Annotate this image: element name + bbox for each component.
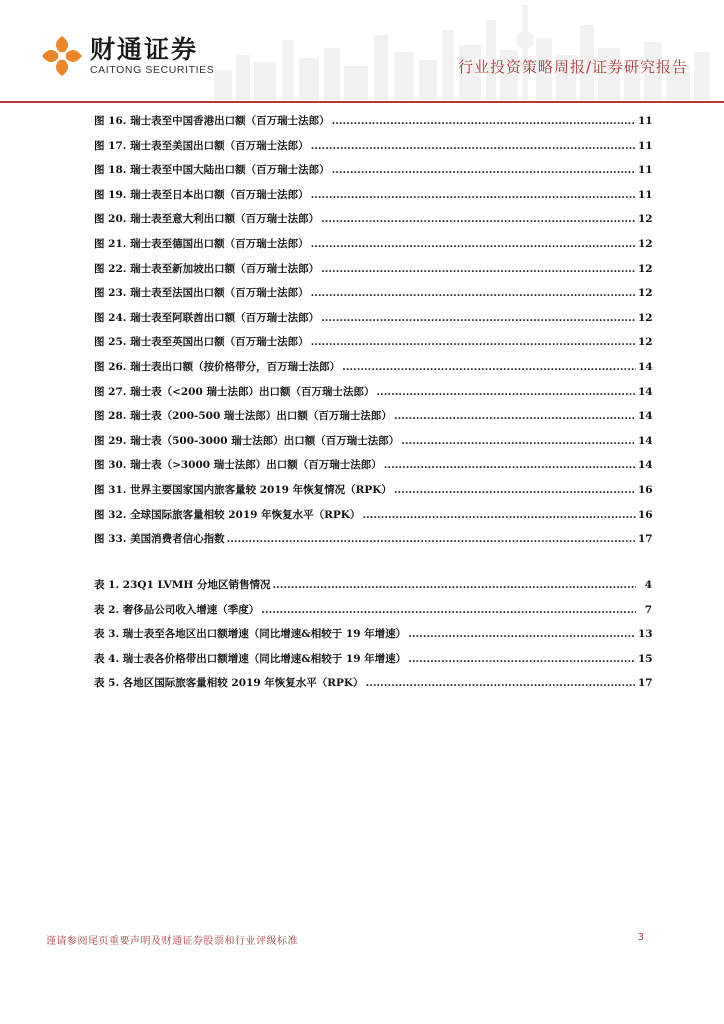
figure-entry-label: 图 19. 瑞士表至日本出口额（百万瑞士法郎） (94, 188, 309, 201)
figure-entry-page: 16 (638, 508, 653, 521)
dot-leader (311, 189, 636, 201)
figure-entry[interactable] (94, 187, 652, 212)
figure-entry-page: 11 (638, 188, 653, 201)
brand-name-cn: 财通证券 (90, 35, 199, 64)
figure-entry-page: 11 (638, 164, 653, 177)
table-entry[interactable] (94, 675, 652, 700)
table-entry-label: 表 1. 23Q1 LVMH 分地区销售情况 (94, 579, 271, 591)
figure-entry-page: 16 (638, 483, 653, 496)
dot-leader (384, 459, 636, 471)
figure-entry-label: 图 18. 瑞士表至中国大陆出口额（百万瑞士法郎） (94, 164, 330, 177)
figure-entry[interactable] (94, 531, 652, 556)
figure-entry-label: 图 32. 全球国际旅客量相较 2019 年恢复水平（RPK） (94, 508, 361, 521)
figure-entry[interactable] (94, 211, 652, 236)
figure-entry-label: 图 28. 瑞士表（200-500 瑞士法郎）出口额（百万瑞士法郎） (94, 410, 392, 423)
figure-entry-label: 图 31. 世界主要国家国内旅客量较 2019 年恢复情况（RPK） (94, 483, 392, 496)
figure-entry[interactable] (94, 408, 652, 433)
figure-entry[interactable] (94, 384, 652, 409)
dot-leader (261, 604, 636, 616)
table-entry[interactable] (94, 577, 652, 602)
figure-entry-page: 12 (638, 336, 653, 349)
figure-entry-label: 图 25. 瑞士表至英国出口额（百万瑞士法郎） (94, 336, 309, 349)
figure-entry-page: 14 (638, 459, 653, 472)
figure-entry-page: 11 (638, 115, 653, 127)
table-entry-label: 表 3. 瑞士表至各地区出口额增速（同比增速&相较于 19 年增速） (94, 628, 407, 641)
dot-leader (394, 410, 636, 422)
table-index-list (94, 577, 652, 700)
dot-leader (342, 361, 636, 373)
dot-leader (311, 336, 636, 348)
dot-leader (311, 238, 636, 250)
table-entry[interactable] (94, 626, 652, 651)
table-entry[interactable] (94, 651, 652, 676)
dot-leader (321, 312, 636, 324)
figure-entry-page: 11 (638, 139, 653, 152)
figure-entry-page: 17 (638, 533, 653, 546)
figure-entry-label: 图 30. 瑞士表（>3000 瑞士法郎）出口额（百万瑞士法郎） (94, 459, 382, 472)
figure-entry[interactable] (94, 507, 652, 532)
dot-leader (332, 115, 636, 127)
dot-leader (366, 677, 636, 689)
figure-entry-page: 14 (638, 360, 653, 373)
dot-leader (376, 386, 636, 398)
dot-leader (227, 533, 636, 545)
dot-leader (321, 213, 636, 225)
caitong-logo-icon (40, 34, 84, 78)
page-number: 3 (637, 932, 644, 943)
figure-entry-page: 12 (638, 213, 653, 226)
figure-entry[interactable] (94, 236, 652, 261)
figure-entry[interactable] (94, 162, 652, 187)
header-divider (0, 101, 724, 103)
dot-leader (332, 164, 636, 176)
dot-leader (408, 628, 636, 640)
figure-entry-page: 14 (638, 434, 653, 447)
table-entry-page: 17 (638, 677, 653, 690)
table-entry[interactable] (94, 602, 652, 627)
figure-entry-page: 14 (638, 410, 653, 423)
figure-entry[interactable] (94, 457, 652, 482)
city-skyline-watermark (204, 0, 724, 100)
dot-leader (311, 287, 636, 299)
dot-leader (408, 653, 636, 665)
figure-entry-label: 图 21. 瑞士表至德国出口额（百万瑞士法郎） (94, 237, 309, 250)
figure-entry[interactable] (94, 285, 652, 310)
figure-entry[interactable] (94, 334, 652, 359)
table-entry-label: 表 4. 瑞士表各价格带出口额增速（同比增速&相较于 19 年增速） (94, 652, 407, 665)
figure-entry[interactable] (94, 359, 652, 384)
table-entry-label: 表 2. 奢侈品公司收入增速（季度） (94, 603, 260, 616)
footer-disclaimer: 谨请参阅尾页重要声明及财通证券股票和行业评级标准 (46, 936, 298, 947)
figure-index-list (94, 113, 652, 556)
figure-entry-page: 12 (638, 237, 653, 250)
table-entry-page: 13 (638, 628, 653, 641)
dot-leader (311, 140, 636, 152)
figure-entry-label: 图 24. 瑞士表至阿联酋出口额（百万瑞士法郎） (94, 311, 320, 324)
figure-entry-page: 14 (638, 385, 653, 398)
dot-leader (401, 435, 636, 447)
figure-entry[interactable] (94, 482, 652, 507)
figure-entry-label: 图 22. 瑞士表至新加坡出口额（百万瑞士法郎） (94, 262, 320, 275)
figure-entry-page: 12 (638, 311, 653, 324)
figure-entry-page: 12 (638, 287, 653, 300)
figure-entry-label: 图 33. 美国消费者信心指数 (94, 533, 225, 546)
figure-entry[interactable] (94, 138, 652, 163)
figure-entry[interactable] (94, 261, 652, 286)
table-entry-page: 15 (638, 652, 653, 665)
figure-entry[interactable] (94, 433, 652, 458)
table-entry-page: 4 (644, 579, 652, 591)
report-type-label: 行业投资策略周报/证券研究报告 (457, 58, 688, 76)
brand-name-en: CAITONG SECURITIES (90, 64, 215, 76)
figure-entry-label: 图 29. 瑞士表（500-3000 瑞士法郎）出口额（百万瑞士法郎） (94, 434, 400, 447)
table-entry-label: 表 5. 各地区国际旅客量相较 2019 年恢复水平（RPK） (94, 677, 364, 690)
figure-entry-page: 12 (638, 262, 653, 275)
brand-logo (40, 34, 214, 78)
figure-entry-label: 图 27. 瑞士表（<200 瑞士法郎）出口额（百万瑞士法郎） (94, 385, 375, 398)
figure-entry[interactable] (94, 113, 652, 138)
page-header (0, 0, 724, 108)
figure-entry-label: 图 20. 瑞士表至意大利出口额（百万瑞士法郎） (94, 213, 320, 226)
figure-entry-label: 图 26. 瑞士表出口额（按价格带分，百万瑞士法郎） (94, 360, 341, 373)
dot-leader (362, 509, 636, 521)
figure-entry[interactable] (94, 310, 652, 335)
dot-leader (321, 263, 636, 275)
dot-leader (272, 579, 636, 591)
table-entry-page: 7 (644, 603, 652, 616)
figure-entry-label: 图 16. 瑞士表至中国香港出口额（百万瑞士法郎） (94, 115, 330, 127)
figure-entry-label: 图 17. 瑞士表至美国出口额（百万瑞士法郎） (94, 139, 309, 152)
figure-entry-label: 图 23. 瑞士表至法国出口额（百万瑞士法郎） (94, 287, 309, 300)
dot-leader (394, 484, 636, 496)
